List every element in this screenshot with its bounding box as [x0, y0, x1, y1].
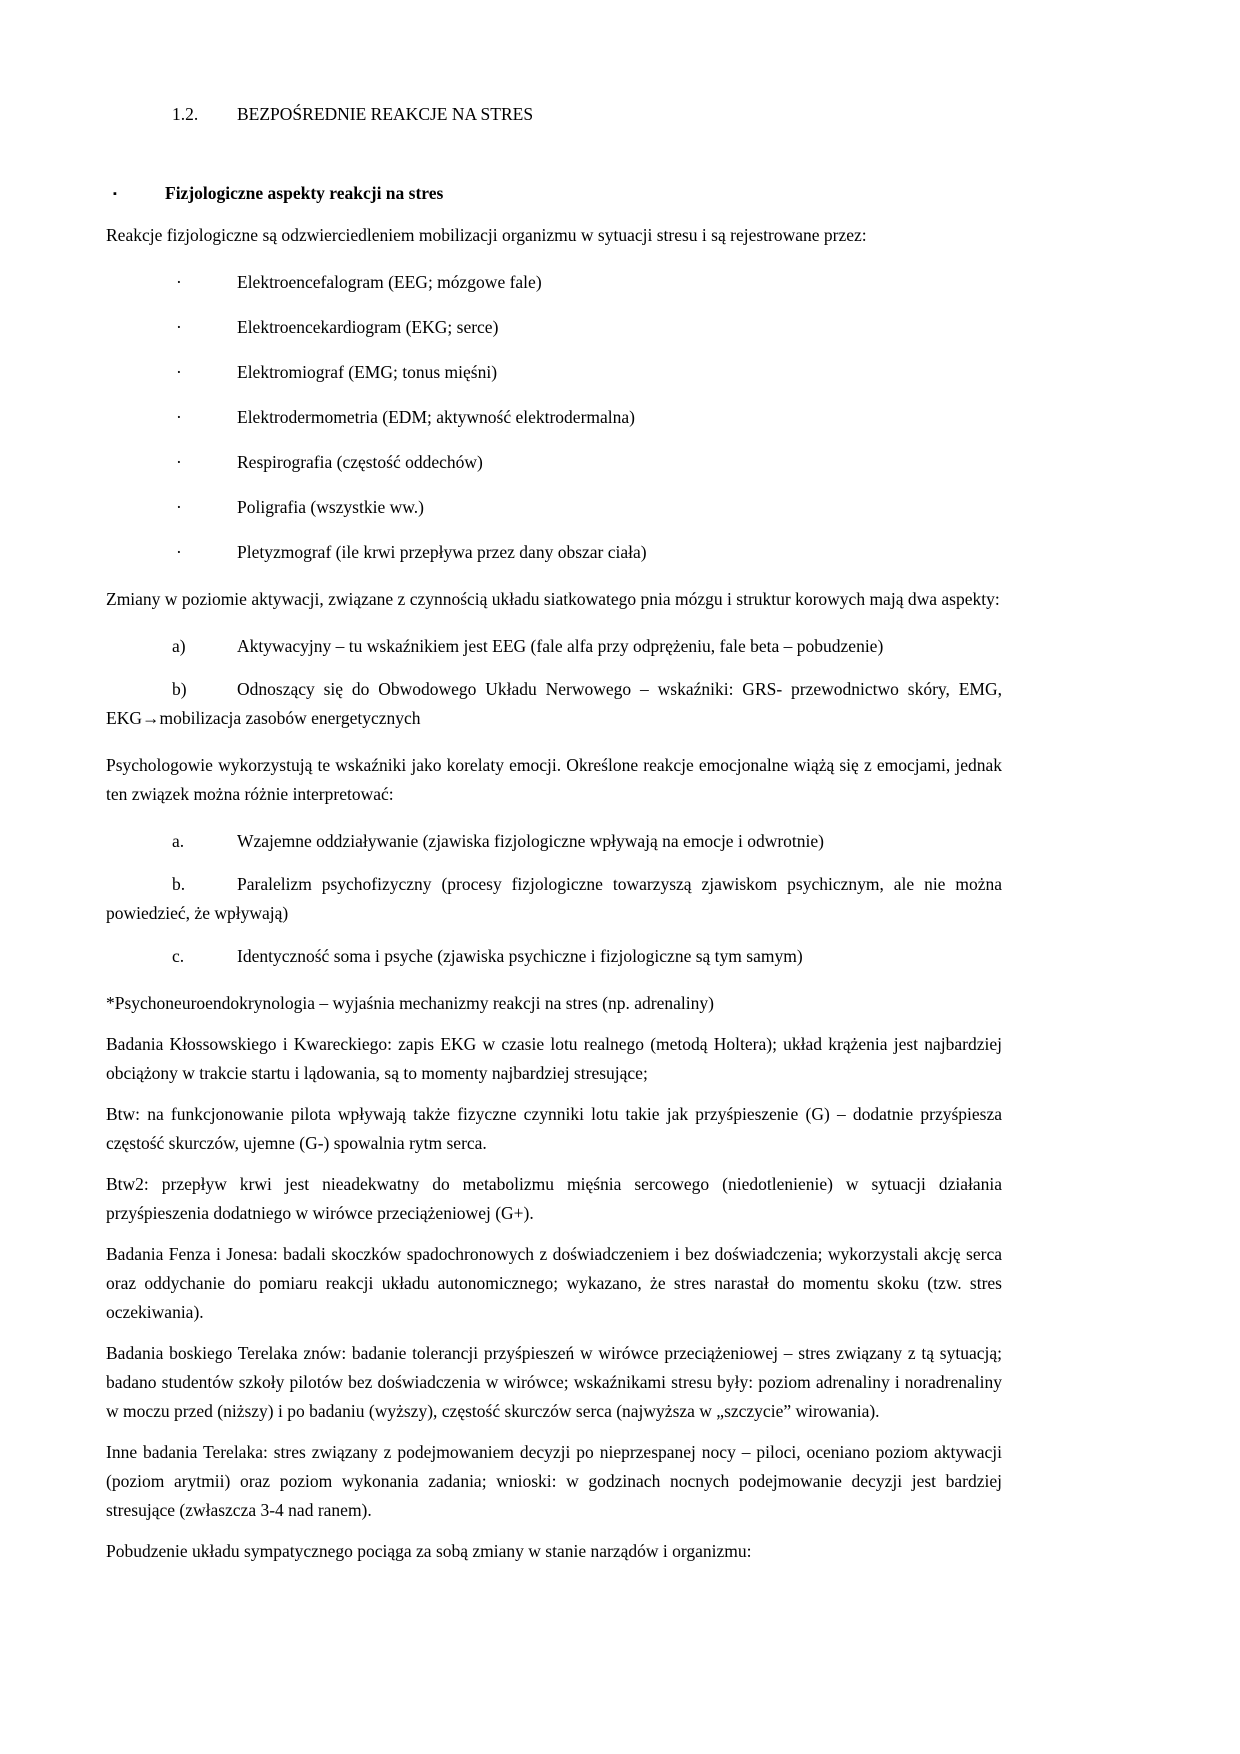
body-paragraph: Badania boskiego Terelaka znów: badanie tolerancji przyśpieszeń w wirówce przeciążeniowej – stres związany z tą sytuacją; badano studentów szkoły pilotów bez doświadczenia w wirówce; wskaźnikami stresu były: poziom adrenaliny i noradrenaliny w moczu przed (niższy) i po badaniu (wyższy), częstość skurczów serca (najwyższa w „szczycie” wirowania).	[106, 1343, 1002, 1421]
list-item	[176, 358, 1002, 387]
square-bullet-icon: ▪	[113, 188, 117, 200]
dot-bullet-icon: ·	[176, 497, 182, 517]
interpretation-text: Paralelizm psychofizyczny (procesy fizjologiczne towarzyszą zjawiskom psychicznym, ale nie można powiedzieć, że wpływają)	[106, 874, 1002, 923]
section-title: BEZPOŚREDNIE REAKCJE NA STRES	[237, 104, 534, 124]
aspect-item	[106, 632, 1002, 661]
interpretation-label: a.	[172, 831, 185, 851]
interpretation-label: c.	[172, 946, 185, 966]
body-paragraph: Btw: na funkcjonowanie pilota wpływają także fizyczne czynniki lotu takie jak przyśpieszenie (G) – dodatnie przyśpiesza częstość skurczów, ujemne (G-) spowalnia rytm serca.	[106, 1104, 1002, 1153]
interpretation-text: Wzajemne oddziaływanie (zjawiska fizjologiczne wpływają na emocje i odwrotnie)	[237, 831, 824, 851]
body-paragraph: Btw2: przepływ krwi jest nieadekwatny do metabolizmu mięśnia sercowego (niedotlenienie) w sytuacji działania przyśpieszenia dodatniego w wirówce przeciążeniowej (G+).	[106, 1174, 1002, 1223]
list-item	[176, 403, 1002, 432]
body-paragraph: *Psychoneuroendokrynologia – wyjaśnia mechanizmy reakcji na stres (np. adrenaliny)	[106, 993, 714, 1013]
intro-paragraph: Reakcje fizjologiczne są odzwierciedleniem mobilizacji organizmu w sytuacji stresu i są rejestrowane przez:	[106, 225, 867, 245]
interpretation-text: Identyczność soma i psyche (zjawiska psychiczne i fizjologiczne są tym samym)	[237, 946, 803, 966]
dot-bullet-icon: ·	[176, 452, 182, 472]
subheading-row	[106, 179, 1002, 209]
body-paragraph: Inne badania Terelaka: stres związany z podejmowaniem decyzji po nieprzespanej nocy – piloci, oceniano poziom aktywacji (poziom arytmii) oraz poziom wykonania zadania; wnioski: w godzinach nocnych podejmowanie decyzji jest bardziej stresujące (zwłaszcza 3-4 nad ranem).	[106, 1442, 1002, 1520]
aspect-text: Odnoszący się do Obwodowego Układu Nerwowego – wskaźniki: GRS- przewodnictwo skóry, EMG, EKG→mobilizacja zasobów energetycznych	[106, 679, 1002, 728]
list-item	[176, 538, 1002, 567]
list-item	[176, 313, 1002, 342]
list-item-text: Elektroencefalogram (EEG; mózgowe fale)	[237, 272, 542, 292]
list-item-text: Respirografia (częstość oddechów)	[237, 452, 483, 472]
aspect-label: b)	[172, 679, 187, 699]
body-paragraph: Badania Fenza i Jonesa: badali skoczków spadochronowych z doświadczeniem i bez doświadczenia; wykorzystali akcję serca oraz oddychanie do pomiaru reakcji układu autonomicznego; wykazano, że stres narastał do momentu skoku (tzw. stres oczekiwania).	[106, 1244, 1002, 1322]
interpretation-item	[106, 827, 1002, 856]
aspect-label: a)	[172, 636, 186, 656]
section-heading	[172, 100, 1002, 129]
aspect-item	[106, 675, 1002, 733]
dot-bullet-icon: ·	[176, 362, 182, 382]
section-number: 1.2.	[172, 104, 199, 124]
dot-bullet-icon: ·	[176, 407, 182, 427]
list-item	[176, 448, 1002, 477]
list-item-text: Elektromiograf (EMG; tonus mięśni)	[237, 362, 498, 382]
list-item	[176, 493, 1002, 522]
dot-bullet-icon: ·	[176, 317, 182, 337]
interpretation-item	[106, 870, 1002, 928]
list-item-text: Pletyzmograf (ile krwi przepływa przez dany obszar ciała)	[237, 542, 647, 562]
interpretation-item	[106, 942, 1002, 971]
correlates-intro: Psychologowie wykorzystują te wskaźniki jako korelaty emocji. Określone reakcje emocjonalne wiążą się z emocjami, jednak ten związek można różnie interpretować:	[106, 755, 1002, 804]
list-item-text: Elektrodermometria (EDM; aktywność elektrodermalna)	[237, 407, 635, 427]
activation-intro: Zmiany w poziomie aktywacji, związane z czynnością układu siatkowatego pnia mózgu i struktur korowych mają dwa aspekty:	[106, 589, 1000, 609]
instruments-list	[106, 268, 1002, 567]
subheading-text: Fizjologiczne aspekty reakcji na stres	[165, 183, 444, 203]
aspects-list	[106, 632, 1002, 733]
aspect-text: Aktywacyjny – tu wskaźnikiem jest EEG (fale alfa przy odprężeniu, fale beta – pobudzenie)	[237, 636, 884, 656]
interpretations-list	[106, 827, 1002, 971]
list-item	[176, 268, 1002, 297]
body-paragraph: Pobudzenie układu sympatycznego pociąga za sobą zmiany w stanie narządów i organizmu:	[106, 1541, 752, 1561]
interpretation-label: b.	[172, 874, 186, 894]
body-paragraph: Badania Kłossowskiego i Kwareckiego: zapis EKG w czasie lotu realnego (metodą Holtera); układ krążenia jest najbardziej obciążony w trakcie startu i lądowania, są to momenty najbardziej stresujące;	[106, 1034, 1002, 1083]
list-item-text: Poligrafia (wszystkie ww.)	[237, 497, 424, 517]
dot-bullet-icon: ·	[176, 542, 182, 562]
dot-bullet-icon: ·	[176, 272, 182, 292]
list-item-text: Elektroencekardiogram (EKG; serce)	[237, 317, 499, 337]
